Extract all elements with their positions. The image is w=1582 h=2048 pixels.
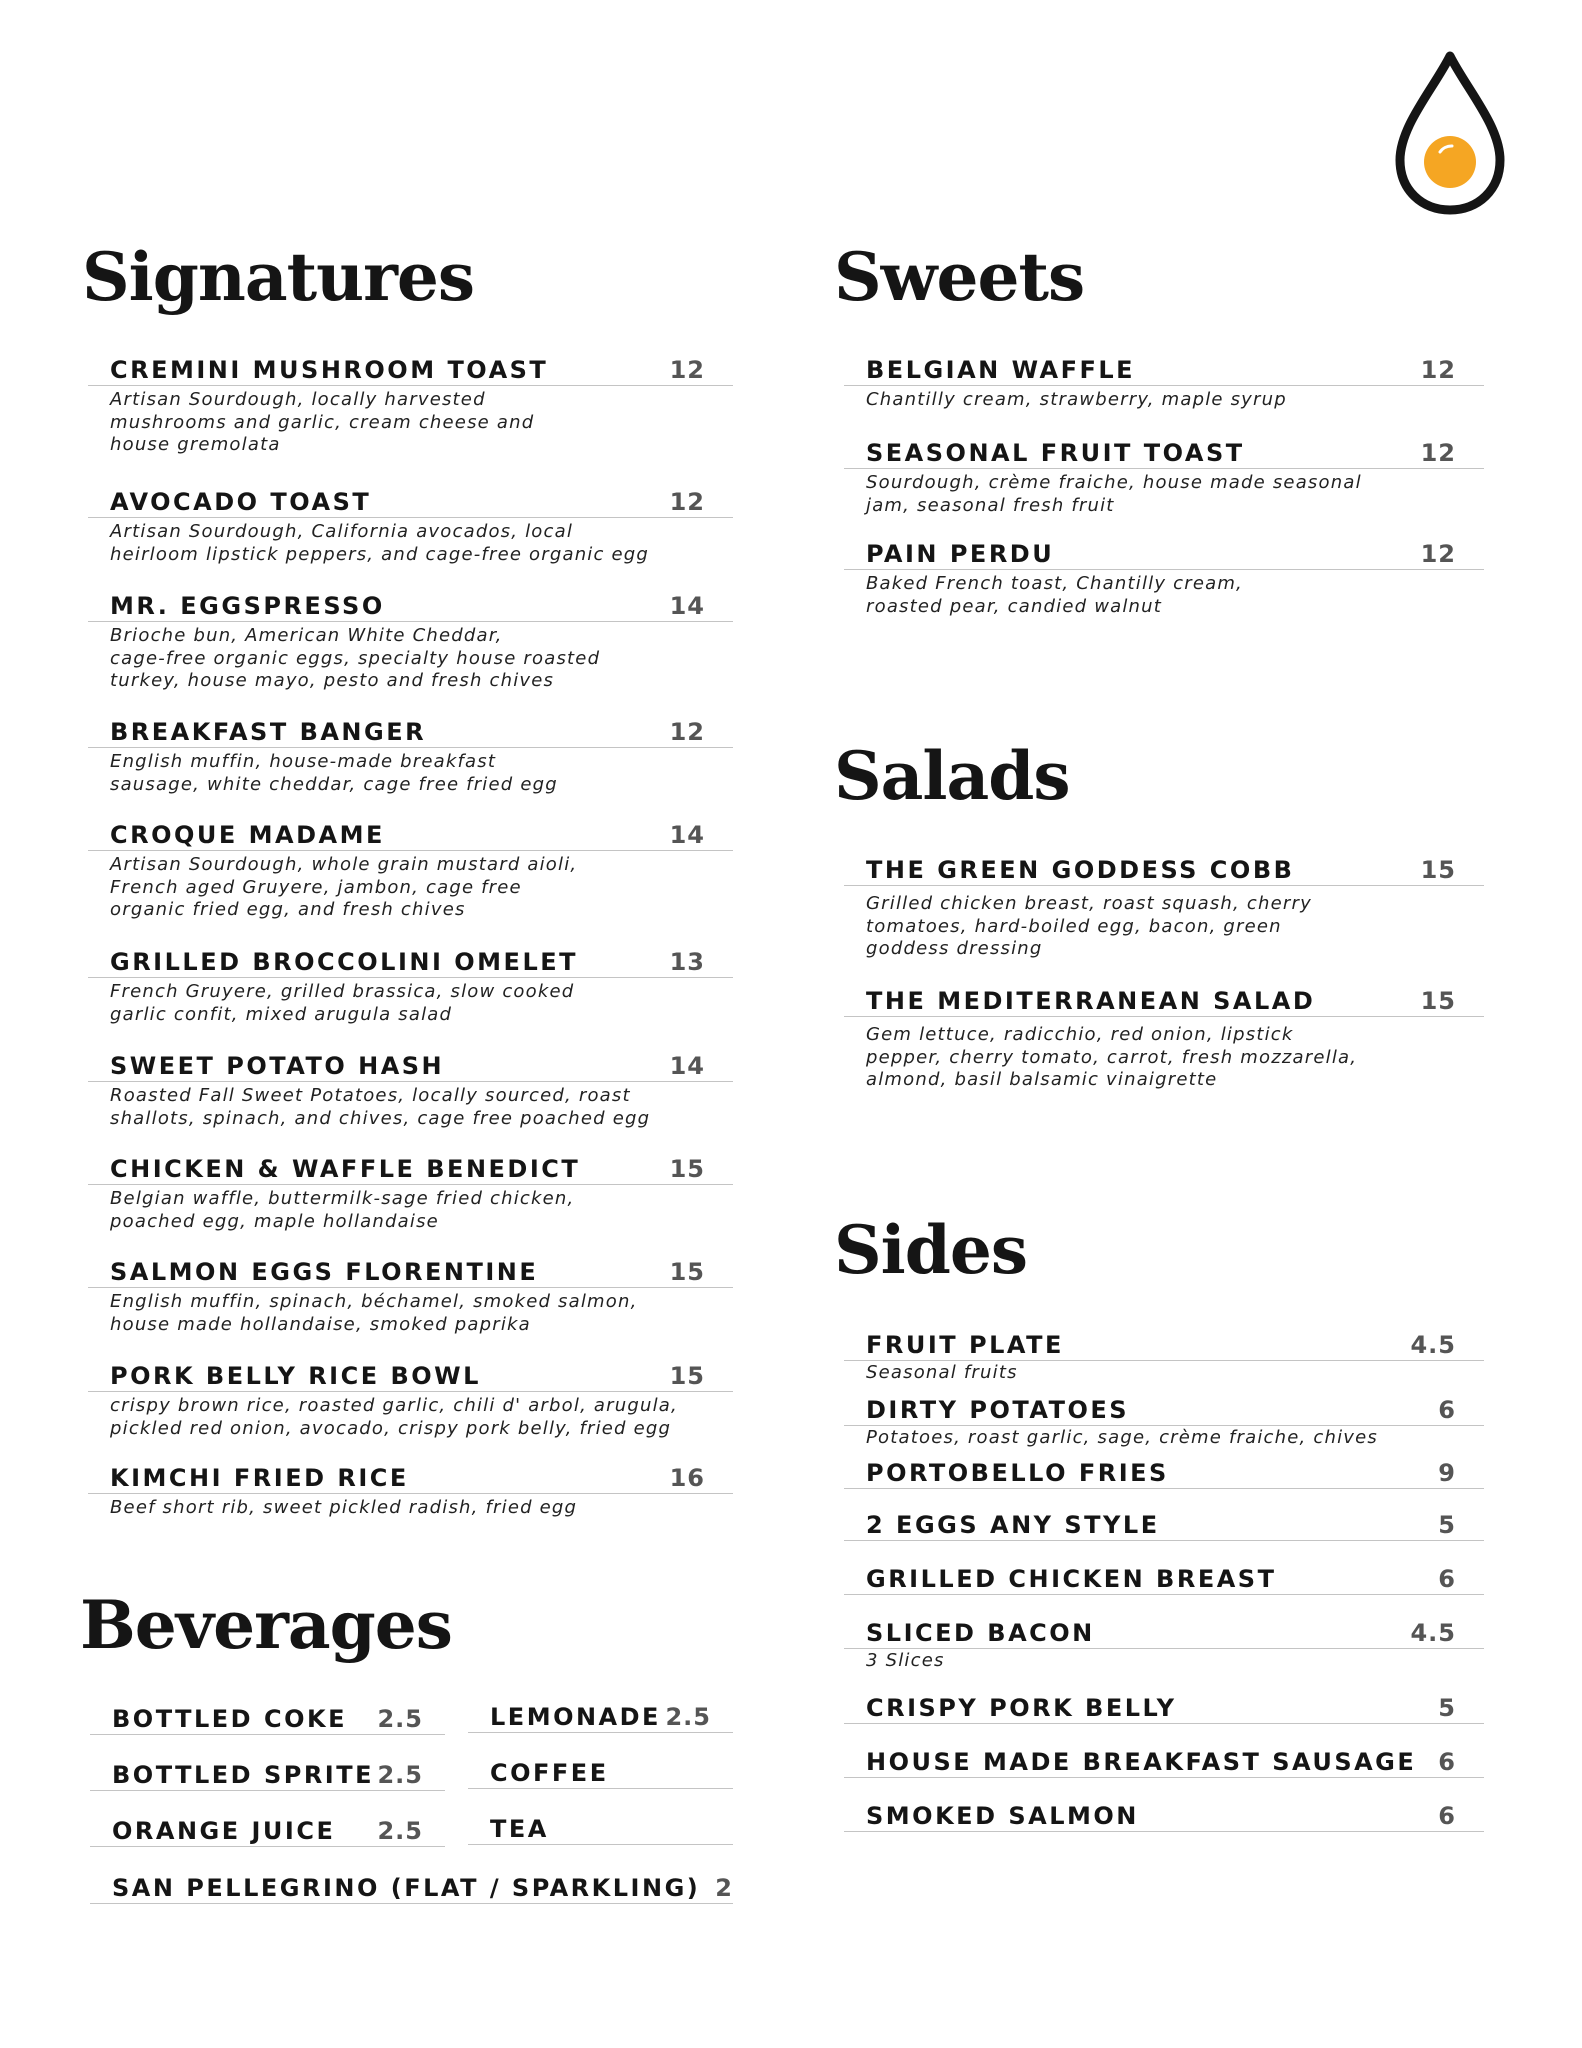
signatures-item-description [110,521,649,566]
sides-item-price: 5 [1438,1511,1456,1539]
sides-item [844,1801,1484,1832]
signatures-item-name: SWEET POTATO HASH [110,1052,445,1080]
signatures-item [88,355,733,455]
sides-item-name: SMOKED SALMON [866,1802,1139,1830]
signatures-item-price: 12 [669,488,705,516]
beverage-name: BOTTLED SPRITE [112,1761,375,1789]
description-line: turkey, house mayo, pesto and fresh chives [110,670,555,691]
sides-item-price: 6 [1438,1565,1456,1593]
beverage-name: SAN PELLEGRINO (FLAT / SPARKLING) [112,1874,701,1902]
description-line: crispy brown rice, roasted garlic, chili d' arbol, arugula, [110,1395,678,1416]
sides-item [844,1458,1484,1489]
egg-drop-logo-icon [1390,48,1510,218]
beverage-price: 2 [715,1874,733,1902]
signatures-item [88,717,733,795]
signatures-item [88,1051,733,1129]
signatures-item [88,947,733,1025]
description-line: roasted pear, candied walnut [866,595,1163,617]
sides-item-description [866,1427,1378,1450]
sides-item-name: SLICED BACON [866,1619,1095,1647]
signatures-item [88,487,733,565]
salads-item-description [866,893,1312,961]
sides-item-name: HOUSE MADE BREAKFAST SAUSAGE [866,1748,1417,1776]
beverage-name: COFFEE [490,1759,609,1787]
beverage-item [90,1704,445,1735]
sweets-item [844,438,1484,516]
sweets-item-description [866,389,1287,412]
description-line: English muffin, spinach, béchamel, smoked salmon, [110,1291,638,1312]
signatures-item [88,820,733,920]
beverages-heading: Beverages [80,1586,452,1664]
signatures-heading: Signatures [82,238,475,316]
signatures-item-name: KIMCHI FRIED RICE [110,1464,409,1492]
sides-item-price: 6 [1438,1802,1456,1830]
beverage-item [90,1760,445,1791]
sweets-item [844,539,1484,617]
sides-item [844,1564,1484,1595]
signatures-item-name: CREMINI MUSHROOM TOAST [110,356,549,384]
description-line: almond, basil balsamic vinaigrette [866,1069,1218,1090]
salads-item-price: 15 [1420,856,1456,884]
signatures-item-name: GRILLED BROCCOLINI OMELET [110,948,579,976]
sides-item [844,1618,1484,1671]
signatures-item-price: 12 [669,718,705,746]
signatures-item-name: MR. EGGSPRESSO [110,592,385,620]
sides-item-description [866,1650,945,1673]
beverage-item [90,1816,445,1847]
signatures-item-price: 13 [669,948,705,976]
sweets-item [844,355,1484,410]
sweets-item-name: PAIN PERDU [866,540,1055,568]
beverage-item [468,1814,733,1845]
description-line: Baked French toast, Chantilly cream, [866,573,1243,594]
beverage-name: TEA [490,1815,549,1843]
description-line: heirloom lipstick peppers, and cage-free organic egg [110,543,650,565]
sides-item-price: 5 [1438,1694,1456,1722]
description-line: garlic confit, mixed arugula salad [110,1003,453,1025]
sweets-item-price: 12 [1420,356,1456,384]
sides-item-name: 2 EGGS ANY STYLE [866,1511,1160,1539]
description-line: French aged Gruyere, jambon, cage free [110,876,522,898]
signatures-item-price: 14 [669,592,705,620]
description-line: Beef short rib, sweet pickled radish, fried egg [110,1497,578,1518]
description-line: shallots, spinach, and chives, cage free poached egg [110,1107,651,1129]
sides-item-name: GRILLED CHICKEN BREAST [866,1565,1277,1593]
beverage-name: ORANGE JUICE [112,1817,336,1845]
description-line: Grilled chicken breast, roast squash, cherry [866,893,1312,914]
signatures-item-price: 15 [669,1362,705,1390]
sweets-item-price: 12 [1420,540,1456,568]
beverage-item [468,1758,733,1789]
signatures-item-description [110,854,577,922]
sides-item-name: DIRTY POTATOES [866,1396,1130,1424]
signatures-item-price: 15 [669,1155,705,1183]
description-line: mushrooms and garlic, cream cheese and [110,411,535,433]
signatures-item-description [110,1291,638,1336]
description-line: poached egg, maple hollandaise [110,1210,439,1232]
signatures-item-description [110,1085,650,1130]
description-line: French Gruyere, grilled brassica, slow cooked [110,981,575,1002]
sides-item [844,1330,1484,1383]
description-line: house made hollandaise, smoked paprika [110,1313,531,1335]
description-line: sausage, white cheddar, cage free fried egg [110,773,558,795]
description-line: Gem lettuce, radicchio, red onion, lipstick [866,1024,1294,1045]
description-line: jam, seasonal fresh fruit [866,494,1115,516]
signatures-item-description [110,1497,577,1520]
beverage-name: BOTTLED COKE [112,1705,347,1733]
description-line: English muffin, house-made breakfast [110,751,497,772]
sweets-item-price: 12 [1420,439,1456,467]
signatures-item-description [110,1188,574,1233]
description-line: cage-free organic eggs, specialty house roasted [110,647,601,669]
beverage-name: LEMONADE [490,1703,661,1731]
sides-item-price: 4.5 [1410,1331,1456,1359]
description-line: Artisan Sourdough, whole grain mustard aioli, [110,854,578,875]
sweets-item-name: SEASONAL FRUIT TOAST [866,439,1245,467]
salads-item-name: THE MEDITERRANEAN SALAD [866,987,1316,1015]
sides-item-price: 6 [1438,1396,1456,1424]
description-line: Chantilly cream, strawberry, maple syrup [866,389,1287,410]
salads-item-name: THE GREEN GODDESS COBB [866,856,1295,884]
signatures-item-name: SALMON EGGS FLORENTINE [110,1258,539,1286]
beverage-item [468,1702,733,1733]
signatures-item-price: 14 [669,1052,705,1080]
description-line: Seasonal fruits [866,1362,1018,1383]
sweets-item-description [866,472,1362,517]
description-line: pepper, cherry tomato, carrot, fresh mozzarella, [866,1046,1358,1068]
signatures-item-name: PORK BELLY RICE BOWL [110,1362,481,1390]
sweets-item-description [866,573,1243,618]
description-line: Roasted Fall Sweet Potatoes, locally sourced, roast [110,1085,631,1106]
signatures-item-description [110,1395,678,1440]
description-line: pickled red onion, avocado, crispy pork belly, fried egg [110,1417,672,1439]
signatures-item-description [110,751,558,796]
sweets-heading: Sweets [834,238,1085,316]
sides-item-name: PORTOBELLO FRIES [866,1459,1169,1487]
sides-item-description [866,1362,1018,1385]
beverage-price: 2.5 [377,1705,423,1733]
description-line: house gremolata [110,434,281,455]
description-line: Artisan Sourdough, California avocados, local [110,521,574,542]
description-line: goddess dressing [866,938,1043,959]
salads-item-description [866,1024,1357,1092]
sides-item-name: CRISPY PORK BELLY [866,1694,1177,1722]
sides-item [844,1747,1484,1778]
sides-heading: Sides [834,1211,1028,1289]
sides-item-price: 4.5 [1410,1619,1456,1647]
signatures-item [88,1257,733,1335]
sweets-item-name: BELGIAN WAFFLE [866,356,1136,384]
sides-item [844,1510,1484,1541]
signatures-item [88,1154,733,1232]
salads-item-price: 15 [1420,987,1456,1015]
description-line: Belgian waffle, buttermilk-sage fried chicken, [110,1188,575,1209]
signatures-item-description [110,981,574,1026]
sides-item-name: FRUIT PLATE [866,1331,1064,1359]
description-line: Sourdough, crème fraiche, house made seasonal [866,472,1362,493]
signatures-item [88,1463,733,1518]
signatures-item-name: CHICKEN & WAFFLE BENEDICT [110,1155,581,1183]
description-line: Artisan Sourdough, locally harvested [110,389,486,410]
salads-item [844,986,1484,1090]
sides-item [844,1693,1484,1724]
signatures-item-description [110,389,534,457]
description-line: Potatoes, roast garlic, sage, crème fraiche, chives [866,1427,1378,1448]
beverage-price: 2.5 [665,1703,711,1731]
signatures-item-price: 16 [669,1464,705,1492]
description-line: tomatoes, hard-boiled egg, bacon, green [866,915,1282,937]
signatures-item-price: 14 [669,821,705,849]
description-line: organic fried egg, and fresh chives [110,899,466,920]
signatures-item-description [110,625,600,693]
signatures-item [88,591,733,691]
beverage-item [90,1873,733,1904]
beverage-price: 2.5 [377,1817,423,1845]
signatures-item-price: 12 [669,356,705,384]
description-line: Brioche bun, American White Cheddar, [110,625,503,646]
description-line: 3 Slices [866,1650,945,1671]
sides-item-price: 9 [1438,1459,1456,1487]
signatures-item-name: BREAKFAST BANGER [110,718,427,746]
salads-heading: Salads [834,737,1070,815]
sides-item-price: 6 [1438,1748,1456,1776]
signatures-item-name: AVOCADO TOAST [110,488,372,516]
sides-item [844,1395,1484,1448]
signatures-item [88,1361,733,1439]
salads-item [844,855,1484,959]
signatures-item-name: CROQUE MADAME [110,821,385,849]
beverage-price: 2.5 [377,1761,423,1789]
signatures-item-price: 15 [669,1258,705,1286]
